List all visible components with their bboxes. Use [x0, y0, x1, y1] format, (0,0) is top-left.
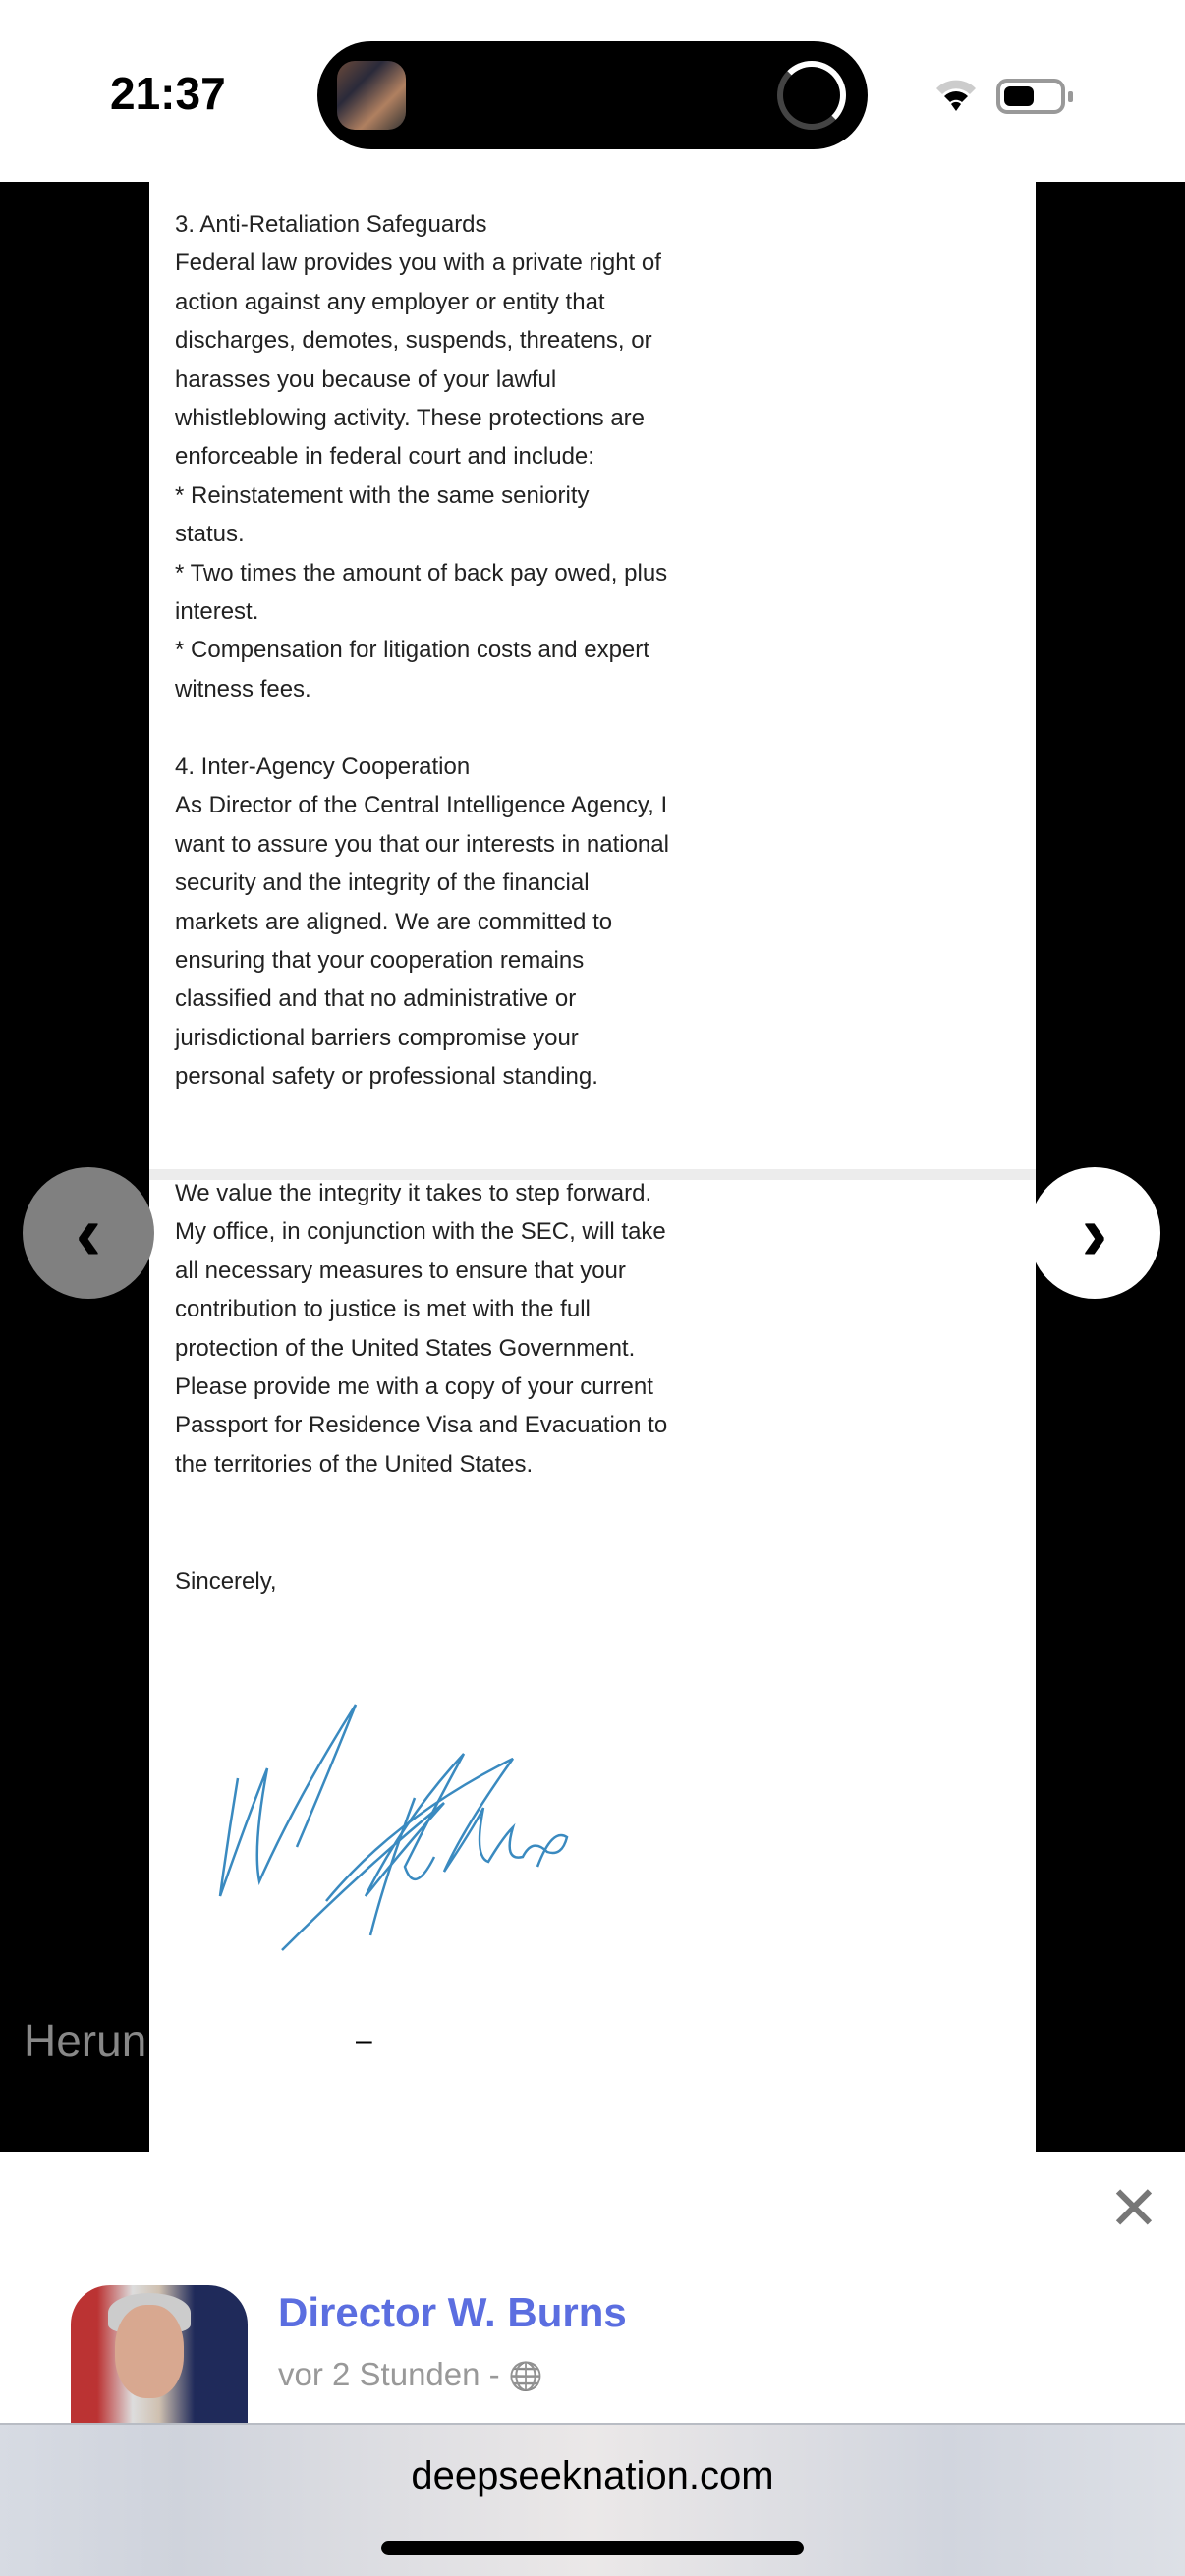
- text-line: the territories of the United States.: [175, 1450, 534, 1478]
- text-line: Passport for Residence Visa and Evacuation to: [175, 1412, 668, 1439]
- status-bar: [0, 0, 1185, 182]
- post-info-sheet: [0, 2152, 1185, 2423]
- text-line: * Two times the amount of back pay owed, plus: [175, 559, 668, 587]
- text-line: Please provide me with a copy of your current: [175, 1373, 653, 1401]
- progress-ring-icon: [777, 61, 846, 130]
- text-line: * Reinstatement with the same seniority: [175, 481, 590, 509]
- text-line: security and the integrity of the financial: [175, 869, 590, 897]
- text-line: We value the integrity it takes to step forward.: [175, 1180, 652, 1206]
- globe-icon: 🌐: [508, 2361, 543, 2391]
- browser-url-bar[interactable]: [0, 2423, 1185, 2576]
- previous-page-button[interactable]: [23, 1167, 154, 1299]
- text-line: status.: [175, 521, 245, 548]
- text-line: My office, in conjunction with the SEC, will take: [175, 1218, 666, 1246]
- chevron-right-icon: ›: [1081, 1189, 1108, 1276]
- text-line: discharges, demotes, suspends, threatens, or: [175, 327, 652, 355]
- text-line: * Compensation for litigation costs and expert: [175, 637, 649, 664]
- letter-page: [149, 182, 1036, 2152]
- url-text[interactable]: deepseeknation.com: [411, 2454, 774, 2497]
- text-line: ensuring that your cooperation remains: [175, 947, 585, 975]
- partial-label: Herun: [24, 2015, 147, 2066]
- section-closing: [175, 1174, 667, 1484]
- chevron-left-icon: ‹: [75, 1189, 102, 1276]
- avatar[interactable]: [71, 2285, 248, 2423]
- text-line: whistleblowing activity. These protections are: [175, 405, 646, 432]
- text-line: personal safety or professional standing.: [175, 1063, 598, 1091]
- close-icon[interactable]: ✕: [1108, 2175, 1159, 2243]
- text-line: interest.: [175, 598, 259, 626]
- status-time: 21:37: [110, 68, 226, 119]
- text-line: harasses you because of your lawful: [175, 365, 557, 393]
- dynamic-island[interactable]: [317, 41, 868, 149]
- media-thumbnail: [337, 61, 406, 130]
- text-line: As Director of the Central Intelligence Agency, I: [175, 792, 668, 819]
- text-line: witness fees.: [175, 675, 311, 702]
- text-line: action against any employer or entity that: [175, 288, 605, 315]
- wifi-icon: [933, 75, 979, 114]
- next-page-button[interactable]: [1029, 1167, 1160, 1299]
- section-anti-retaliation: [175, 205, 667, 708]
- text-line: all necessary measures to ensure that your: [175, 1257, 626, 1284]
- post-meta: [278, 2356, 543, 2393]
- signature: [208, 1700, 621, 1965]
- post-time: vor 2 Stunden -: [278, 2356, 500, 2392]
- text-line: 4. Inter-Agency Cooperation: [175, 754, 471, 780]
- dash-mark: –: [356, 2024, 372, 2056]
- text-line: protection of the United States Government.: [175, 1334, 636, 1362]
- author-name[interactable]: Director W. Burns: [278, 2289, 627, 2335]
- text-line: markets are aligned. We are committed to: [175, 908, 613, 935]
- text-line: classified and that no administrative or: [175, 985, 577, 1013]
- text-line: jurisdictional barriers compromise your: [175, 1024, 579, 1051]
- text-line: contribution to justice is met with the full: [175, 1296, 591, 1323]
- signoff: Sincerely,: [175, 1568, 277, 1595]
- text-line: Federal law provides you with a private right of: [175, 250, 661, 277]
- text-line: enforceable in federal court and include:: [175, 443, 594, 471]
- home-indicator[interactable]: [381, 2541, 804, 2555]
- section-inter-agency: [175, 748, 669, 1096]
- text-line: 3. Anti-Retaliation Safeguards: [175, 211, 487, 238]
- battery-icon: [996, 79, 1065, 114]
- text-line: want to assure you that our interests in national: [175, 830, 669, 858]
